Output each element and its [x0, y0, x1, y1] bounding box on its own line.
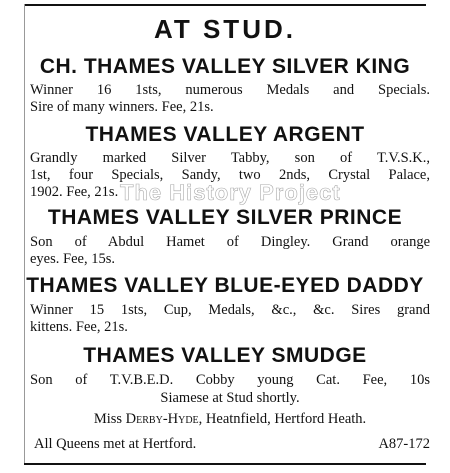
entry-line: Sire of many winners. Fee, 21s.: [30, 99, 214, 115]
entry-line: Siamese at Stud shortly.: [160, 390, 300, 406]
entry-line: 1902. Fee, 21s.: [30, 184, 119, 200]
entry-name-silver-king: CH. THAMES VALLEY SILVER KING: [39, 55, 411, 78]
owner-line: [30, 411, 430, 428]
advert-code: A87-172: [378, 436, 430, 452]
owner-address: , Heatnfield, Hertford Heath.: [198, 411, 367, 427]
entry-line: Winner 15 1sts, Cup, Medals, &c., &c. Sires grand: [30, 302, 430, 318]
footer-note: All Queens met at Hertford.: [34, 436, 197, 452]
entry-line: 1st, four Specials, Sandy, two 2nds, Crystal Palace,: [30, 167, 430, 183]
entry-line: Son of Abdul Hamet of Dingley. Grand orange: [30, 234, 430, 250]
page-title: AT STUD.: [154, 14, 296, 44]
entry-name-argent: THAMES VALLEY ARGENT: [85, 123, 365, 146]
bottom-rule: [24, 463, 426, 465]
entry-name-smudge: THAMES VALLEY SMUDGE: [83, 344, 367, 367]
entry-line: Grandly marked Silver Tabby, son of T.V.S.K.,: [30, 150, 430, 166]
entry-line: eyes. Fee, 15s.: [30, 251, 115, 267]
entry-line: kittens. Fee, 21s.: [30, 319, 128, 335]
entry-line: Winner 16 1sts, numerous Medals and Specials.: [30, 82, 430, 98]
watermark: The History Project: [120, 180, 341, 205]
top-rule: [24, 4, 426, 6]
owner-prefix: Miss: [93, 411, 126, 427]
owner-name: Derby-Hyde: [125, 411, 199, 427]
entry-name-blue-eyed-daddy: THAMES VALLEY BLUE-EYED DADDY: [26, 274, 424, 297]
entry-line: Son of T.V.B.E.D. Cobby young Cat. Fee, 10s: [30, 372, 430, 388]
entry-name-silver-prince: THAMES VALLEY SILVER PRINCE: [47, 206, 403, 229]
